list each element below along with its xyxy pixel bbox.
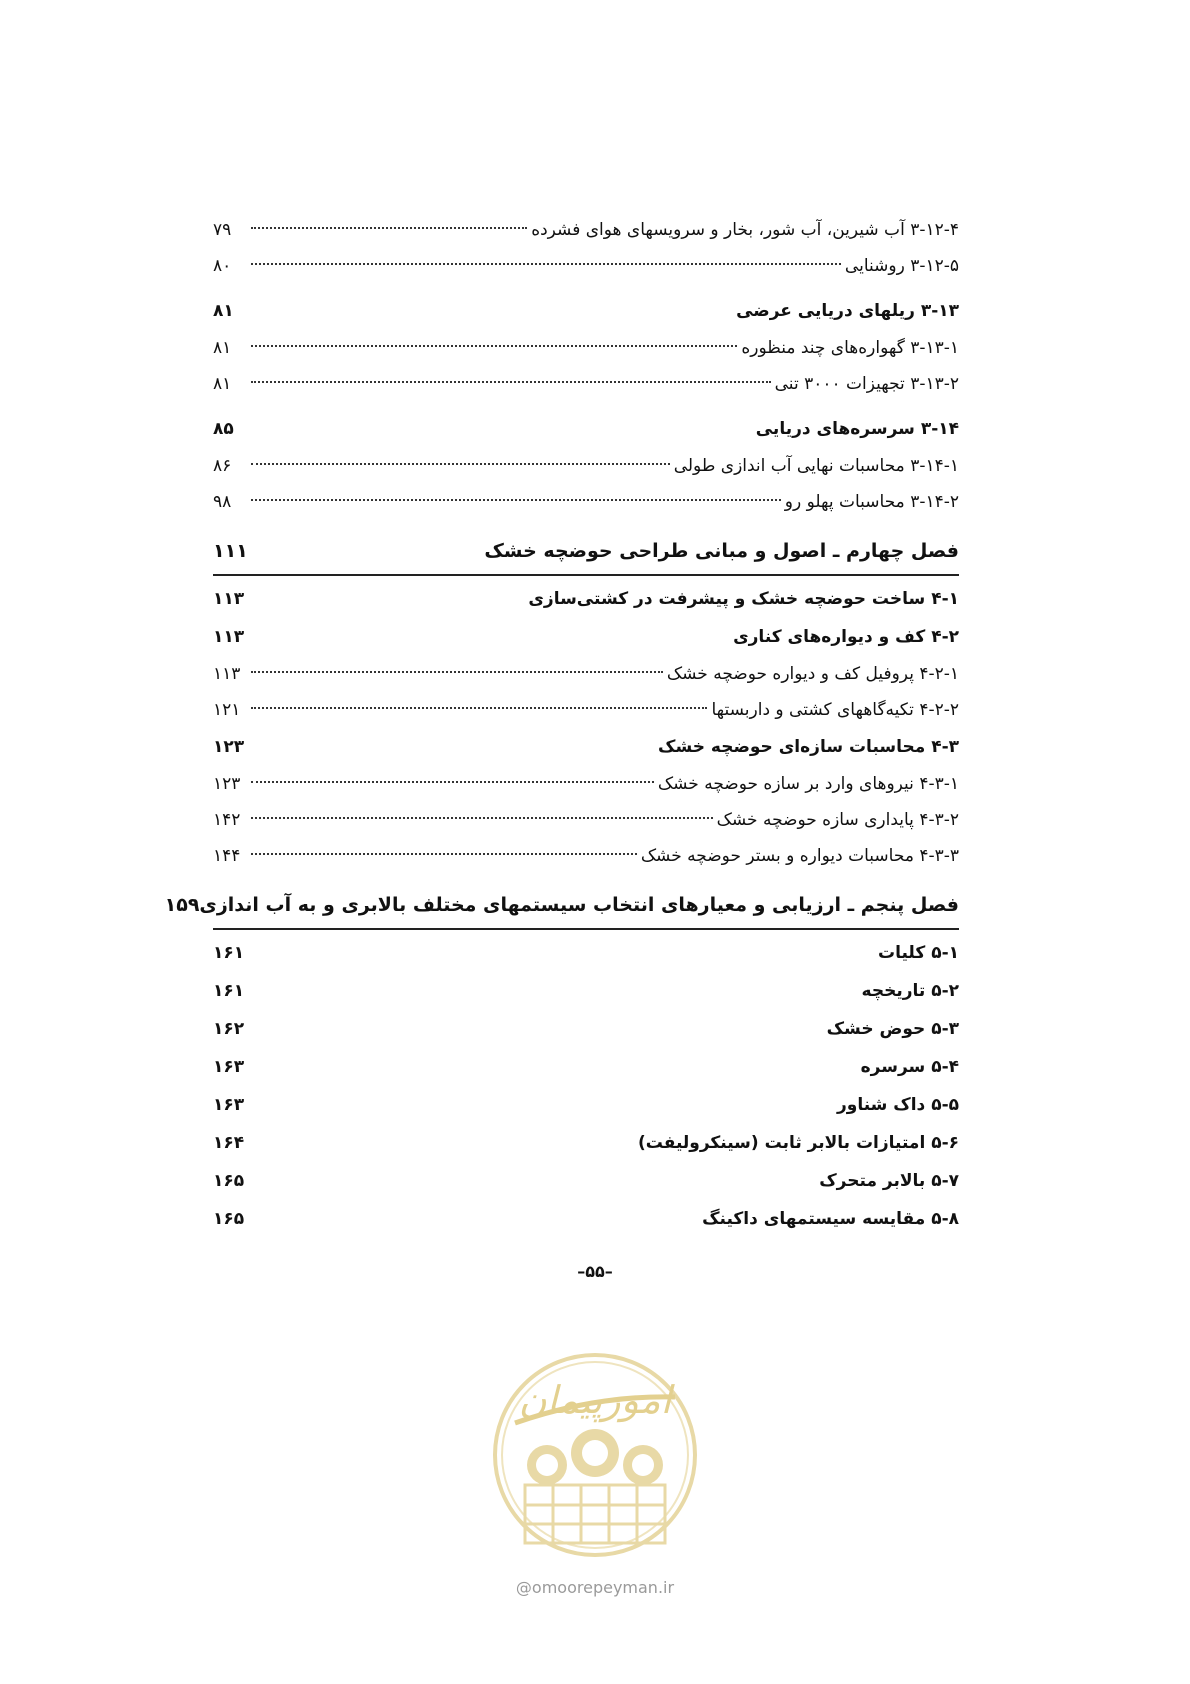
- toc-entry-page: ۱۴۴: [213, 846, 241, 866]
- toc-chapter-title: فصل پنجم ـ ارزیابی و معیارهای انتخاب سیستمهای مختلف بالابری و به آب اندازی: [199, 894, 959, 916]
- toc-entry-page: ۸۱: [213, 338, 232, 358]
- toc-section-title: ۳-۱۳ ریلهای دریایی عرضی: [736, 301, 959, 321]
- dot-leader: [251, 463, 670, 465]
- toc-chapter-title: فصل چهارم ـ اصول و مبانی طراحی حوضچه خشک: [484, 540, 959, 562]
- toc-section-title: ۵-۳ حوض خشک: [826, 1019, 959, 1039]
- dot-leader: [251, 781, 654, 783]
- toc-entry[interactable]: [213, 448, 959, 484]
- toc-entry[interactable]: [213, 366, 959, 402]
- toc-entry-page: ۹۸: [213, 492, 232, 512]
- toc-entry[interactable]: [213, 248, 959, 284]
- toc-section-page: ۱۶۱: [213, 981, 245, 1001]
- toc-section[interactable]: [213, 1048, 959, 1086]
- toc-entry-title: ۴-۳-۲ پایداری سازه حوضچه خشک: [716, 810, 959, 830]
- toc-section[interactable]: [213, 728, 959, 766]
- toc-entry-page: ۸۱: [213, 374, 232, 394]
- toc-chapter[interactable]: [164, 882, 959, 930]
- toc-entry[interactable]: [213, 656, 959, 692]
- toc-section[interactable]: [213, 1200, 959, 1238]
- toc-section-title: ۵-۸ مقایسه سیستمهای داکینگ: [702, 1209, 959, 1229]
- toc-section-page: ۱۶۳: [213, 1057, 245, 1077]
- toc-entry-title: ۴-۳-۱ نیروهای وارد بر سازه حوضچه خشک: [657, 774, 959, 794]
- dot-leader: [251, 263, 841, 265]
- toc-section[interactable]: [213, 580, 959, 618]
- toc-entry-page: ۸۶: [213, 456, 232, 476]
- toc-section-page: ۱۶۲: [213, 1019, 245, 1039]
- toc-chapter[interactable]: [213, 528, 959, 576]
- toc-section-title: ۳-۱۴ سرسره‌های دریایی: [755, 419, 959, 439]
- dot-leader: [251, 381, 771, 383]
- toc-section[interactable]: [213, 934, 959, 972]
- toc-entry[interactable]: [213, 766, 959, 802]
- dot-leader: [251, 853, 637, 855]
- toc-entry[interactable]: [213, 802, 959, 838]
- toc-section[interactable]: [213, 1124, 959, 1162]
- toc-section-title: ۴-۱ ساخت حوضچه خشک و پیشرفت در کشتی‌سازی: [528, 589, 959, 609]
- toc-section-page: ۱۶۵: [213, 1209, 245, 1229]
- dot-leader: [251, 671, 663, 673]
- toc-section[interactable]: [213, 1162, 959, 1200]
- toc-section-page: ۱۶۳: [213, 1095, 245, 1115]
- toc-entry-title: ۳-۱۴-۲ محاسبات پهلو رو: [784, 492, 959, 512]
- toc-section-title: ۴-۲ کف و دیواره‌های کناری: [733, 627, 959, 647]
- toc-entry[interactable]: [213, 212, 959, 248]
- toc-entry-title: ۳-۱۴-۱ محاسبات نهایی آب اندازی طولی: [673, 456, 959, 476]
- toc-section[interactable]: [213, 972, 959, 1010]
- toc-entry-title: ۴-۲-۲ تکیه‌گاههای کشتی و داربستها: [711, 700, 959, 720]
- toc-entry-page: ۱۲۳: [213, 774, 241, 794]
- toc-entry-page: ۱۴۲: [213, 810, 241, 830]
- table-of-contents: [164, 212, 959, 1238]
- toc-section-title: ۵-۶ امتیازات بالابر ثابت (سینکرولیفت): [637, 1133, 959, 1153]
- toc-section[interactable]: [213, 618, 959, 656]
- dot-leader: [251, 707, 707, 709]
- toc-entry-title: ۳-۱۳-۱ گهواره‌های چند منظوره: [741, 338, 959, 358]
- toc-section[interactable]: [213, 1010, 959, 1048]
- dot-leader: [251, 817, 713, 819]
- toc-entry-title: ۳-۱۳-۲ تجهیزات ۳۰۰۰ تنی: [774, 374, 959, 394]
- toc-section-page: ۸۱: [213, 301, 234, 321]
- toc-entry-page: ۱۲۱: [213, 700, 241, 720]
- toc-entry-title: ۴-۲-۱ پروفیل کف و دیواره حوضچه خشک: [666, 664, 959, 684]
- toc-entry[interactable]: [213, 838, 959, 874]
- toc-entry-title: ۴-۳-۳ محاسبات دیواره و بستر حوضچه خشک: [640, 846, 959, 866]
- toc-section[interactable]: [213, 1086, 959, 1124]
- toc-section-page: ۱۶۵: [213, 1171, 245, 1191]
- toc-entry-page: ۸۰: [213, 256, 232, 276]
- toc-section[interactable]: [213, 410, 959, 448]
- toc-section-page: ۸۵: [213, 419, 234, 439]
- toc-section-page: ۱۲۳: [213, 737, 245, 757]
- toc-entry-page: ۷۹: [213, 220, 232, 240]
- toc-section[interactable]: [213, 292, 959, 330]
- toc-section-title: ۵-۷ بالابر متحرک: [819, 1171, 959, 1191]
- watermark-logo: [485, 1335, 705, 1575]
- toc-section-title: ۵-۱ کلیات: [878, 943, 959, 963]
- logo-lettering: امورپیمان: [518, 1378, 672, 1422]
- toc-entry[interactable]: [213, 484, 959, 520]
- toc-chapter-page: ۱۵۹: [164, 894, 200, 916]
- toc-section-page: ۱۶۴: [213, 1133, 245, 1153]
- toc-section-title: ۵-۲ تاریخچه: [861, 981, 959, 1001]
- toc-section-page: ۱۱۳: [213, 589, 245, 609]
- dot-leader: [251, 345, 737, 347]
- toc-section-title: ۵-۵ داک شناور: [836, 1095, 959, 1115]
- dot-leader: [251, 227, 527, 229]
- toc-entry-page: ۱۱۳: [213, 664, 241, 684]
- page-number: –۵۵–: [577, 1262, 613, 1281]
- toc-section-title: ۴-۳ محاسبات سازه‌ای حوضچه خشک: [658, 737, 959, 757]
- toc-section-page: ۱۶۱: [213, 943, 245, 963]
- toc-entry-title: ۳-۱۲-۴ آب شیرین، آب شور، بخار و سرویسهای هوای فشرده: [531, 220, 959, 240]
- toc-section-title: ۵-۴ سرسره: [860, 1057, 959, 1077]
- dot-leader: [251, 499, 781, 501]
- toc-section-page: ۱۱۳: [213, 627, 245, 647]
- toc-entry[interactable]: [213, 330, 959, 366]
- watermark-url: @omoorepeyman.ir: [515, 1578, 675, 1597]
- toc-chapter-page: ۱۱۱: [213, 540, 248, 562]
- toc-entry[interactable]: [213, 692, 959, 728]
- toc-entry-title: ۳-۱۲-۵ روشنایی: [844, 256, 959, 276]
